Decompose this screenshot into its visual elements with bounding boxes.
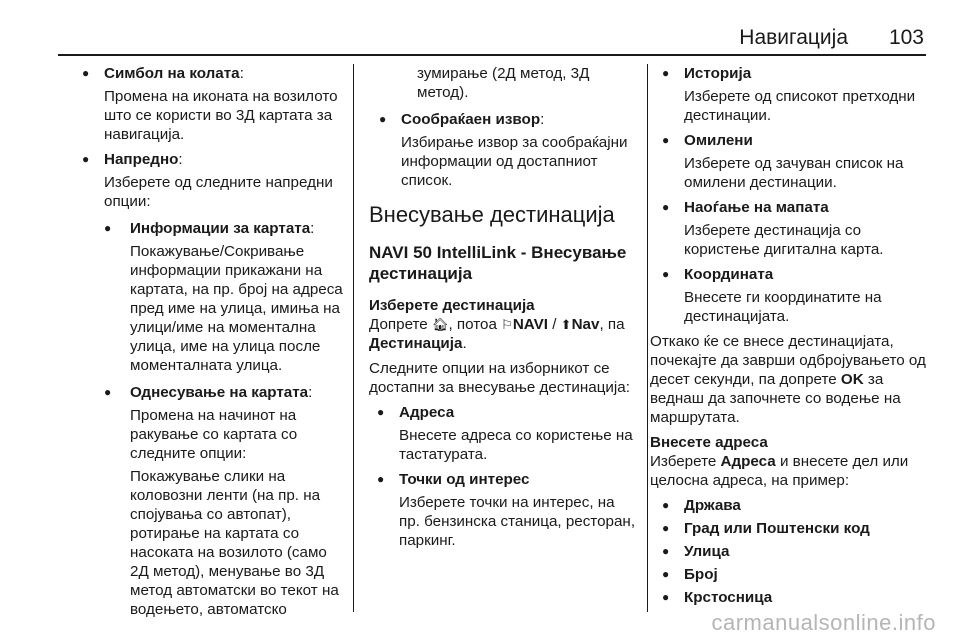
traffic-source-description: Избирање извор за сообраќајни информации од достапниот список. <box>401 134 628 189</box>
list-item-advanced: ● Напредно: Изберете од следните напредни опции: ● Информации за картата: Покажување/Сокривање информации прикажани на картата, на пр. број на адреса пред име на улица, имиња на улици/име на моментална улица, име на улица после моменталната улица. ● Однесување на картата: Промена на начинот на ракување со картата со следните опции: Покажување слики на коловозни ленти (на пр. на спојувања со автопат), ротирање на картата со насоката на возилото (само 2Д метод), менување во 3Д метод автоматски во текот на водењето, автоматско <box>82 150 344 619</box>
list-item-find-on-map: ● Наоѓање на мапата Изберете дестинација со користење дигитална карта. <box>662 198 928 259</box>
car-symbol-description: Промена на иконата на возилото што се користи во 3Д картата за навигација. <box>104 88 338 143</box>
section-title: Навигација <box>739 26 848 49</box>
list-item-car-symbol: ● Симбол на колата: Промена на иконата на возилото што се користи во 3Д картата за навигација. <box>82 64 344 144</box>
advanced-description: Изберете од следните напредни опции: <box>104 174 333 210</box>
header-rule <box>58 54 926 56</box>
watermark: carmanualsonline.info <box>711 610 936 635</box>
list-item-city-postcode: ● Град или Поштенски код <box>662 519 928 538</box>
column-3 <box>650 64 928 611</box>
list-item-country: ● Држава <box>662 496 928 515</box>
find-on-map-description: Изберете дестинација со користење дигитална карта. <box>684 222 884 258</box>
map-behaviour-options: Покажување слики на коловозни ленти (на пр. на спојувања со автопат), ротирање на картата со насоката на возилото (само 2Д метод), менување во 3Д метод автоматски во текот на водењето, автоматско <box>130 468 339 618</box>
column-2 <box>369 64 637 556</box>
section-heading: Внесување дестинација <box>369 202 615 227</box>
list-item-coordinate: ● Координата Внесете ги координатите на дестинацијата. <box>662 265 928 326</box>
sublist-item-map-info: ● Информации за картата: Покажување/Сокривање информации прикажани на картата, на пр. број на адреса пред име на улица, имиња на улици/име на моментална улица, име на улица после моменталната улица. <box>104 219 344 375</box>
list-item-junction: ● Крстосница <box>662 588 928 607</box>
countdown-paragraph: Откако ќе се внесе дестинацијата, почекајте да заврши одбројувањето од десет секунди, па допрете OK за веднаш да започнете со водење на маршрутата. <box>650 333 926 426</box>
list-item-address: ● Адреса Внесете адреса со користење на тастатурата. <box>377 403 637 464</box>
column-1 <box>82 64 344 625</box>
select-destination-heading: Изберете дестинација <box>369 297 535 314</box>
map-behaviour-description: Промена на начинот на ракување со картата со следните опции: <box>130 407 298 462</box>
list-item-street: ● Улица <box>662 542 928 561</box>
coordinate-description: Внесете ги координатите на дестинацијата. <box>684 289 882 325</box>
list-item-points-of-interest: ● Точки од интерес Изберете точки на интерес, на пр. бензинска станица, ресторан, паркинг. <box>377 470 637 550</box>
favourites-description: Изберете од зачуван список на омилени дестинации. <box>684 155 904 191</box>
list-item-traffic-source: ● Сообраќаен извор: Избирање извор за сообраќајни информации од достапниот список. <box>379 110 637 190</box>
map-info-description: Покажување/Сокривање информации прикажани на картата, на пр. број на адреса пред име на улица, имиња на улици/име на моментална улица, име на улица после моменталната улица. <box>130 243 343 374</box>
page-number: 103 <box>888 26 924 49</box>
nav-arrow-icon: ⬆ <box>560 317 572 332</box>
advanced-sublist <box>104 219 344 619</box>
column-divider-2 <box>647 64 648 612</box>
sublist-item-map-behaviour: ● Однесување на картата: Промена на начинот на ракување со картата со следните опции: Покажување слики на коловозни ленти (на пр. на спојувања со автопат), ротирање на картата со насоката на возилото (само 2Д метод), менување во 3Д метод автоматски во текот на водењето, автоматско <box>104 383 344 619</box>
flag-icon: ⚐ <box>501 317 513 332</box>
history-description: Изберете од списокот претходни дестинации. <box>684 88 916 124</box>
enter-address-heading: Внесете адреса <box>650 434 768 451</box>
enter-address-paragraph: Изберете Адреса и внесете дел или целосна адреса, на пример: <box>650 453 909 489</box>
list-item-favourites: ● Омилени Изберете од зачуван список на омилени дестинации. <box>662 131 928 192</box>
menu-options-intro: Следните опции на изборникот се достапни за внесување дестинација: <box>369 360 630 396</box>
page-header <box>0 26 960 56</box>
subsection-heading: NAVI 50 IntelliLink - Внесување дестинација <box>369 243 627 283</box>
continued-text: зумирање (2Д метод, 3Д метод). <box>417 65 590 101</box>
poi-description: Изберете точки на интерес, на пр. бензинска станица, ресторан, паркинг. <box>399 494 636 549</box>
home-icon: 🏠︎ <box>431 317 449 332</box>
column-divider-1 <box>353 64 354 612</box>
list-item-history: ● Историја Изберете од списокот претходни дестинации. <box>662 64 928 125</box>
select-destination-instructions: Допрете 🏠︎, потоа ⚐NAVI / ⬆Nav, па Дестинација. <box>369 316 625 352</box>
address-description: Внесете адреса со користење на тастатурата. <box>399 427 633 463</box>
list-item-number: ● Број <box>662 565 928 584</box>
